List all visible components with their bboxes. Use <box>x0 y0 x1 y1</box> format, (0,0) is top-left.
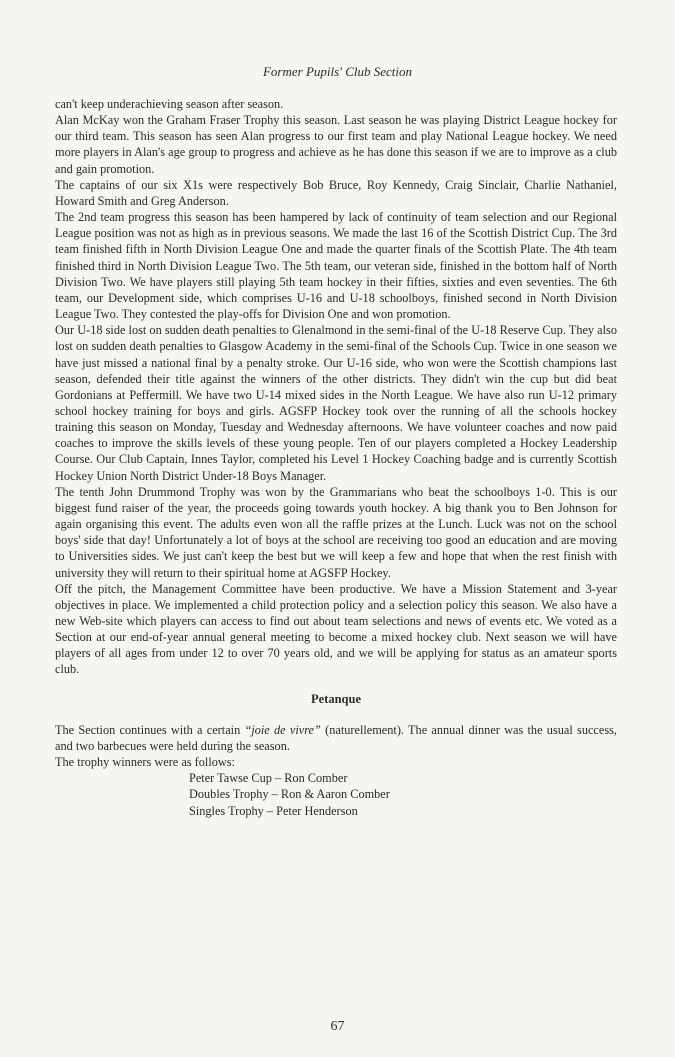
section-heading-petanque: Petanque <box>311 691 361 706</box>
paragraph-management-committee: Off the pitch, the Management Committee have been productive. We have a Mission Statement and 3-year objectives in place. We implemented a child protection policy and a selection policy this season. We also have a new Web-site which players can access to find out about team selections and news of events etc. We voted as a Section at our end-of-year annual general meeting to become a mixed hockey club. Next season we will have players of all ages from under 12 to over 70 years old, and we will be applying for status as an amateur sports club. <box>55 581 617 677</box>
paragraph-john-drummond-trophy: The tenth John Drummond Trophy was won by the Grammarians who beat the schoolboys 1-0. This is our biggest fund raiser of the year, the proceeds going towards youth hockey. A big thank you to Ben Johnson for again organising this event. The adults even won all the raffle prizes at the Lunch. Luck was not on the school boys' side that day! Unfortunately a lot of boys at the school are receiving too good an education and are moving to Universities sides. We just can't keep the best but we will keep a few and hope that when the rest finish with university they will return to their spiritual home at AGSFP Hockey. <box>55 484 617 580</box>
trophy-winner-item: Singles Trophy – Peter Henderson <box>189 803 358 818</box>
trophy-winner-item: Peter Tawse Cup – Ron Comber <box>189 771 348 786</box>
body-text <box>55 96 617 819</box>
paragraph-captains: The captains of our six X1s were respectively Bob Bruce, Roy Kennedy, Craig Sinclair, Charlie Nathaniel, Howard Smith and Greg Anderson. <box>55 177 617 208</box>
page-number: 67 <box>330 1019 345 1034</box>
trophy-winners-list <box>55 770 617 818</box>
petanque-intro-start: The Section continues with a certain <box>55 722 245 737</box>
paragraph-youth-teams: Our U-18 side lost on sudden death penalties to Glenalmond in the semi-final of the U-18 Reserve Cup. They also lost on sudden death penalties to Glasgow Academy in the semi-final of the Schools Cup. Twice in one season we have just missed a national final by a penalty stroke. Our U-16 side, who won were the Scottish champions last season, defended their title against the winners of the other districts. They didn't win the cup but did beat Gordonians at Peffermill. We have two U-14 mixed sides in the North League. We have also run U-12 primary school hockey training for boys and girls. AGSFP Hockey took over the running of all the schools hockey training this season on Monday, Tuesday and Wednesday afternoons. We have volunteer coaches and now paid coaches to improve the skills levels of these young people. Ten of our players completed a Hockey Leadership Course. Our Club Captain, Innes Taylor, completed his Level 1 Hockey Coaching badge and is currently Scottish Hockey Union North District Under-18 Boys Manager. <box>55 323 617 483</box>
petanque-intro-italic: “joie de vivre” <box>244 722 321 737</box>
trophy-winner-item: Doubles Trophy – Ron & Aaron Comber <box>189 787 390 802</box>
paragraph-team-progress: The 2nd team progress this season has been hampered by lack of continuity of team selection and our Regional League position was not as high as in previous seasons. We made the last 16 of the Scottish District Cup. The 3rd team finished fifth in North Division League One and made the quarter finals of the Scottish Plate. The 4th team finished third in North Division League Two. The 5th team, our veteran side, finished in the bottom half of North Division Two. We have players still playing 5th team hockey in their fifties, sixties and even seventies. The 6th team, our Development side, which comprises U-16 and U-18 schoolboys, finished second in North Division League Two. They contested the play-offs for Division One and won promotion. <box>55 210 617 322</box>
paragraph-continuation: can't keep underachieving season after season. <box>55 97 284 111</box>
paragraph-graham-fraser-trophy: Alan McKay won the Graham Fraser Trophy this season. Last season he was playing District League hockey for our third team. This season has seen Alan progress to our first team and play National League hockey. We need more players in Alan's age group to progress and achieve as he has done this season if we are to improve as a club and gain promotion. <box>55 113 617 176</box>
paragraph-petanque-intro <box>55 722 617 754</box>
petanque-intro-end: (naturellement). The annual dinner was the usual success, and two barbecues were held during the season. <box>55 722 617 753</box>
running-head: Former Pupils' Club Section <box>262 64 413 79</box>
paragraph-trophy-winners-intro: The trophy winners were as follows: <box>55 755 235 770</box>
